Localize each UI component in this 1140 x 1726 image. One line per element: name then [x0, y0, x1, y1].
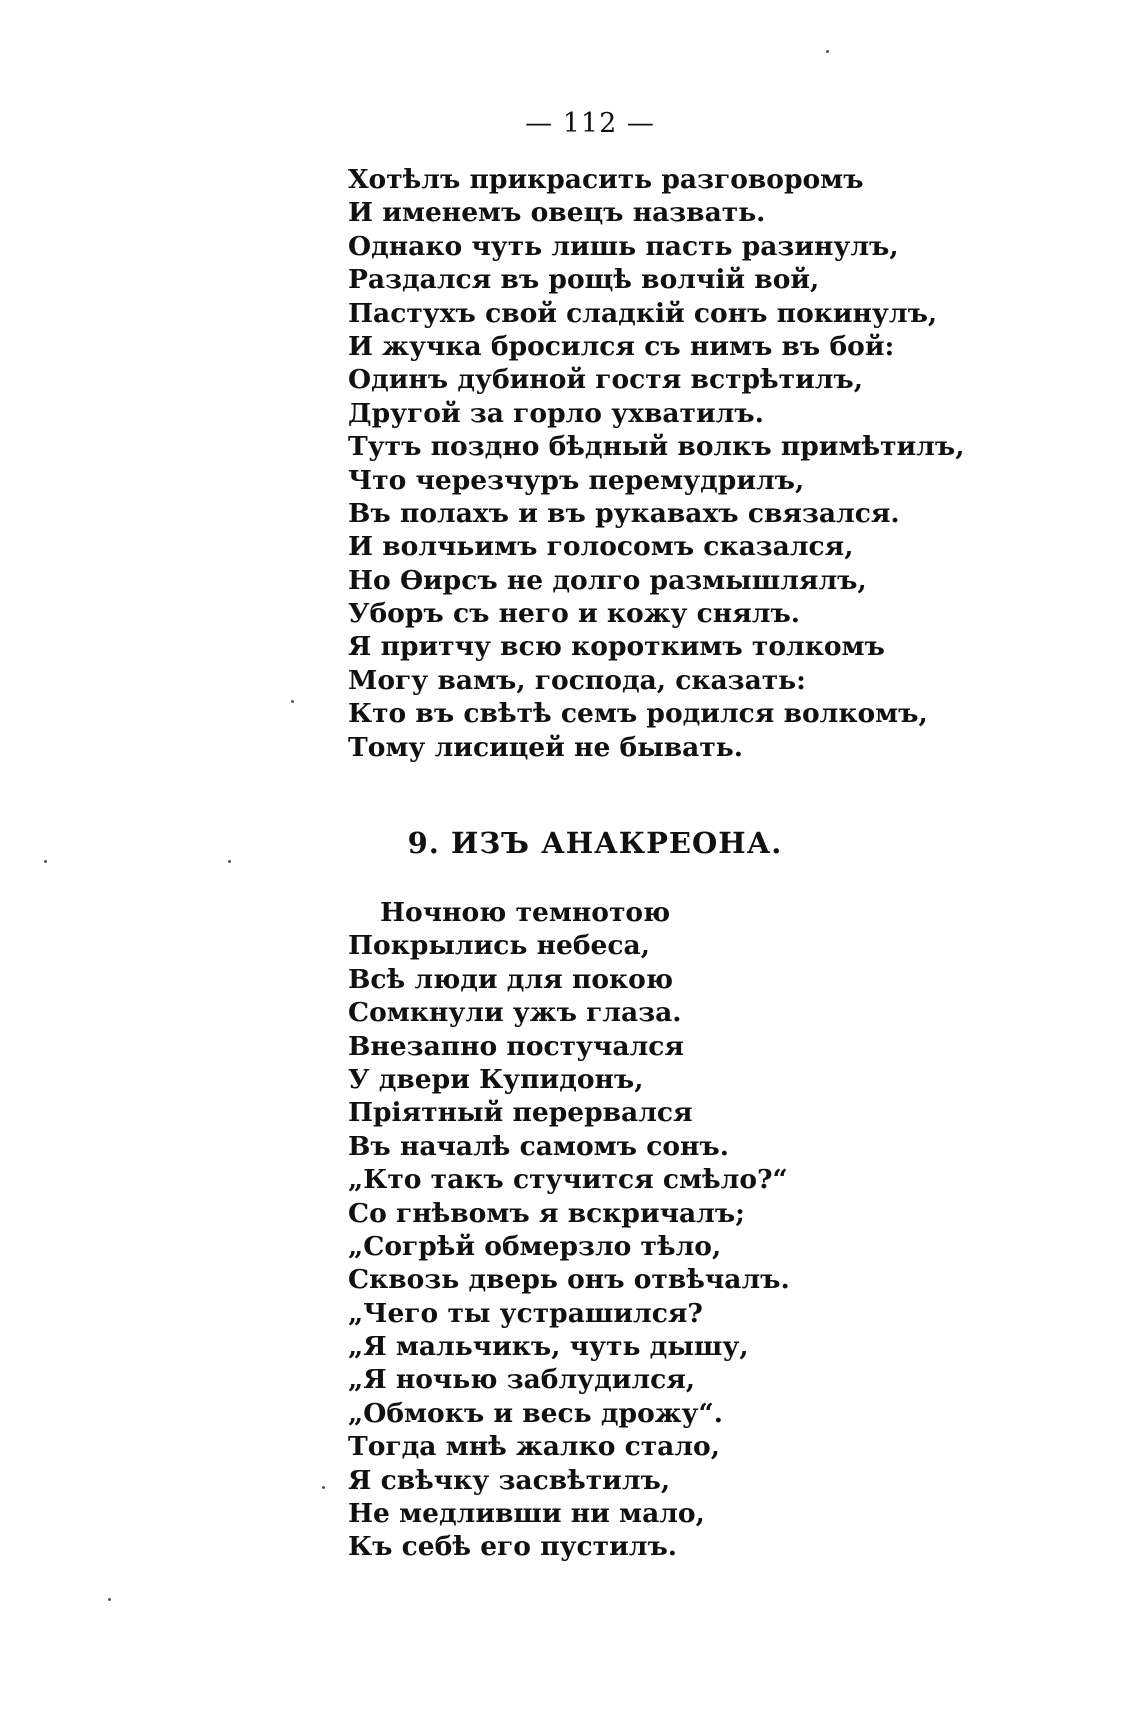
verse-line: Сомкнули ужъ глаза. — [348, 997, 682, 1029]
verse-line: У двери Купидонъ, — [348, 1063, 644, 1095]
verse-line: Пастухъ свой сладкій сонъ покинулъ, — [348, 297, 938, 329]
verse-line: Покрылись небеса, — [348, 930, 650, 962]
verse-line: „Кто такъ стучится смѣло?“ — [348, 1164, 788, 1196]
verse-line: Раздался въ рощѣ волчій вой, — [348, 264, 820, 296]
verse-line: Могу вамъ, господа, сказать: — [348, 664, 806, 696]
scan-speck — [291, 700, 294, 703]
verse-line: Хотѣлъ прикрасить разговоромъ — [348, 164, 864, 195]
verse-line: Но Ѳирсъ не долго размышлялъ, — [348, 564, 867, 596]
verse-line: Другой за горло ухватилъ. — [348, 397, 764, 429]
scan-speck — [108, 1598, 111, 1601]
verse-line: И жучка бросился съ нимъ въ бой: — [348, 330, 895, 362]
verse-line: Одинъ дубиной гостя встрѣтилъ, — [348, 364, 863, 396]
scan-speck — [44, 860, 47, 863]
verse-line: Къ себѣ его пустилъ. — [348, 1531, 677, 1563]
verse-line: Въ полахъ и въ рукавахъ связался. — [348, 497, 900, 529]
verse-line: Ночною темнотою — [380, 897, 671, 928]
verse-line: „Обмокъ и весь дрожу“. — [348, 1397, 723, 1429]
page-number: — 112 — — [525, 108, 655, 139]
verse-line: „Я ночью заблудился, — [348, 1364, 696, 1396]
verse-line: Сквозь дверь онъ отвѣчалъ. — [348, 1264, 790, 1296]
verse-line: Внезапно постучался — [348, 1030, 684, 1062]
verse-line: Кто въ свѣтѣ семъ родился волкомъ, — [348, 698, 928, 730]
verse-line: И волчьимъ голосомъ сказался, — [348, 531, 854, 563]
verse-line: Тому лисицей не бывать. — [348, 731, 743, 763]
verse-line: Однако чуть лишь пасть разинулъ, — [348, 230, 899, 262]
verse-line: „Чего ты устрашился? — [348, 1297, 703, 1329]
poem-anacreon — [348, 896, 790, 1564]
verse-line: Я свѣчку засвѣтилъ, — [348, 1464, 671, 1496]
scan-speck — [228, 860, 231, 863]
verse-line: Всѣ люди для покою — [348, 963, 674, 995]
verse-line: Тогда мнѣ жалко стало, — [348, 1431, 720, 1463]
verse-line: Пріятный перервался — [348, 1097, 693, 1129]
scan-speck — [826, 50, 829, 53]
scan-speck — [322, 1486, 325, 1489]
verse-line: Что черезчуръ перемудрилъ, — [348, 464, 805, 496]
verse-line: Я притчу всю короткимъ толкомъ — [348, 631, 885, 663]
verse-line: Тутъ поздно бѣдный волкъ примѣтилъ, — [348, 431, 965, 463]
verse-line: „Согрѣй обмерзло тѣло, — [348, 1230, 722, 1262]
verse-line: И именемъ овецъ назвать. — [348, 197, 766, 229]
poem-continuation — [348, 163, 964, 764]
section-title: 9. ИЗЪ АНАКРЕОНА. — [407, 826, 783, 860]
verse-line: Въ началѣ самомъ сонъ. — [348, 1130, 729, 1162]
verse-line: Со гнѣвомъ я вскричалъ; — [348, 1197, 745, 1229]
verse-line: „Я мальчикъ, чуть дышу, — [348, 1331, 749, 1363]
verse-line: Уборъ съ него и кожу снялъ. — [348, 598, 801, 630]
verse-line: Не медливши ни мало, — [348, 1498, 705, 1530]
